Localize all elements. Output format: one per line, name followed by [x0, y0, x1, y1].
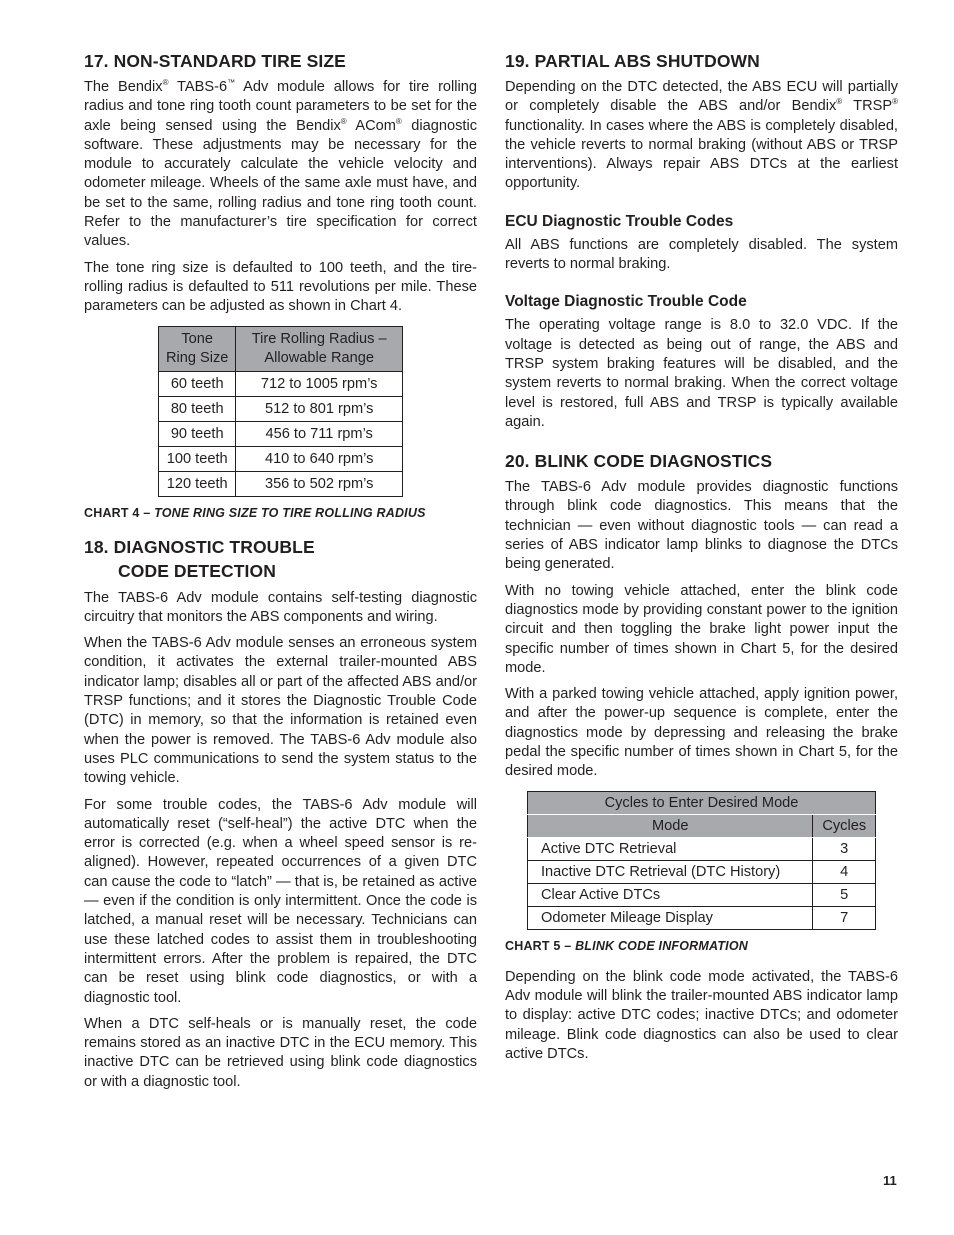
chart-5-caption: [505, 938, 898, 954]
table-row: [528, 883, 876, 906]
section-title-line-2: CODE DETECTION: [118, 560, 276, 581]
table-row: [159, 471, 403, 496]
ecu-dtc-subheading: ECU Diagnostic Trouble Codes: [505, 212, 734, 230]
s19-paragraph-1: [505, 78, 898, 194]
s20-paragraph-2: With no towing vehicle attached, enter the blink code diagnostics mode by providing constant power to the ignition circuit and then toggling the brake light power input the specific number of times shown in Chart 5, for the desired mode.: [505, 582, 898, 676]
section-number: 19.: [505, 51, 530, 71]
section-number: 17.: [84, 51, 109, 71]
voltage-dtc-subheading: Voltage Diagnostic Trouble Code: [505, 293, 747, 311]
cell-cycles: 3: [813, 837, 876, 860]
text-run: diagnostic software. These adjustments may be necessary for the module to accurately calculate the vehicle velocity and odometer mileage. Wheels of the same axle must have, and be set to the same, rolling radius and tone ring tooth count. Refer to the manufacturer’s tire specification for correct values.: [84, 117, 478, 250]
cell: 356 to 502 rpm’s: [236, 471, 403, 496]
chart-5-table: [527, 791, 876, 930]
text-run: ACom: [346, 117, 396, 134]
cell-mode: Odometer Mileage Display: [528, 906, 813, 929]
registered-mark: ®: [395, 116, 402, 126]
s18-paragraph-3: For some trouble codes, the TABS-6 Adv module will automatically reset (“self-heal”) the active DTC when the error is corrected (e.g. when a wheel speed sensor is re-aligned). However, repeated occurrences of a given DTC can cause the code to “latch” — that is, be retained as active — even if the condition is only intermittent. Once the code is latched, a manual reset will be necessary. Technicians can use these latched codes to assist them in troubleshooting intermittent errors. After the problem is repaired, the DTC can be reset using blink code diagnostics, or with a diagnostic tool.: [84, 796, 477, 1006]
ecu-dtc-paragraph: All ABS functions are completely disabled. The system reverts to normal braking.: [505, 236, 898, 273]
section-title: PARTIAL ABS SHUTDOWN: [534, 51, 760, 71]
section-number: 20.: [505, 451, 530, 472]
section-title: BLINK CODE DIAGNOSTICS: [534, 451, 773, 472]
cell-cycles: 5: [813, 883, 876, 906]
chart-4-caption: [84, 505, 477, 521]
section-title-line-1: DIAGNOSTIC TROUBLE: [113, 536, 315, 557]
text-run: functionality. In cases where the ABS is completely disabled, the vehicle reverts to normal braking (without ABS or TRSP interventions). Always repair ABS DTCs at the earliest opportunity.: [505, 117, 898, 192]
section-17-heading: [84, 50, 477, 72]
header-tone-ring-size: Tone Ring Size: [159, 326, 236, 371]
table-row: [528, 837, 876, 860]
cell: 80 teeth: [159, 396, 236, 421]
section-18-heading: [84, 535, 477, 583]
cell: 60 teeth: [159, 371, 236, 396]
registered-mark: ®: [162, 78, 169, 88]
table-title: Cycles to Enter Desired Mode: [528, 791, 876, 814]
cell: 120 teeth: [159, 471, 236, 496]
registered-mark: ®: [340, 116, 347, 126]
table-row: [159, 371, 403, 396]
cell-mode: Clear Active DTCs: [528, 883, 813, 906]
cell: 512 to 801 rpm’s: [236, 396, 403, 421]
chart-4-table: [158, 326, 403, 497]
page-number: 11: [883, 1173, 897, 1188]
cell: 410 to 640 rpm’s: [236, 446, 403, 471]
table-row: [159, 396, 403, 421]
caption-title: TONE RING SIZE TO TIRE ROLLING RADIUS: [154, 505, 426, 520]
s20-paragraph-4: Depending on the blink code mode activated, the TABS-6 Adv module will blink the trailer-mounted ABS indicator lamp to display: active DTC codes; inactive DTCs; and odometer mileage. Blink code diagnostics can also be used to clear active DTCs.: [505, 968, 898, 1062]
text-run: The Bendix: [84, 79, 163, 95]
s18-paragraph-1: The TABS-6 Adv module contains self-testing diagnostic circuitry that monitors the ABS components and wiring.: [84, 589, 477, 625]
cell-cycles: 7: [813, 906, 876, 929]
s18-paragraph-4: When a DTC self-heals or is manually reset, the code remains stored as an inactive DTC in the ECU memory. This inactive DTC can be retrieved using blink code diagnostics or with a diagnostic tool.: [84, 1015, 477, 1090]
s20-paragraph-3: With a parked towing vehicle attached, apply ignition power, and after the power-up sequence is complete, enter the diagnostics mode by depressing and releasing the brake pedal the specific number of times shown in Chart 5, for the desired mode.: [505, 686, 898, 780]
cell: 712 to 1005 rpm’s: [236, 371, 403, 396]
left-column: [84, 50, 477, 1099]
header-rolling-radius: Tire Rolling Radius – Allowable Range: [236, 326, 403, 371]
header-mode: Mode: [528, 814, 813, 837]
text-run: Depending on the DTC detected, the ABS ECU will partially or completely disable the ABS and/or Bendix: [505, 79, 898, 115]
table-row: [528, 906, 876, 929]
voltage-dtc-paragraph: The operating voltage range is 8.0 to 32.0 VDC. If the voltage is detected as being out of range, the ABS and TRSP system braking features will be disabled, and the system reverts to normal braking. When the correct voltage level is restored, full ABS and TRSP is typically available again.: [505, 317, 898, 430]
table-row: [159, 421, 403, 446]
s20-paragraph-1: The TABS-6 Adv module provides diagnostic functions through blink code diagnostics. This means that the technician — even without diagnostic tools — can read a series of ABS indicator lamp blinks to diagnose the DTCs being generated.: [505, 479, 898, 573]
cell: 100 teeth: [159, 446, 236, 471]
caption-label: CHART 4 –: [84, 505, 155, 520]
registered-mark: ®: [892, 97, 898, 107]
table-row: [159, 446, 403, 471]
text-run: Adv module allows for tire rolling radius and tone ring tooth count parameters to be set for the axle being sensed using the Bendix: [84, 79, 477, 134]
right-column: [505, 50, 898, 1071]
caption-title: BLINK CODE INFORMATION: [575, 938, 748, 953]
section-title: NON-STANDARD TIRE SIZE: [113, 51, 346, 71]
cell-mode: Inactive DTC Retrieval (DTC History): [528, 860, 813, 883]
cell: 90 teeth: [159, 421, 236, 446]
trademark-mark: ™: [227, 78, 236, 88]
s17-paragraph-1: [84, 78, 477, 252]
text-run: TRSP: [842, 98, 893, 115]
table-title-row: [528, 791, 876, 814]
s17-paragraph-2: The tone ring size is defaulted to 100 teeth, and the tire-rolling radius is defaulted to 511 revolutions per mile. These parameters can be adjusted as shown in Chart 4.: [84, 259, 477, 315]
cell: 456 to 711 rpm’s: [236, 421, 403, 446]
cell-mode: Active DTC Retrieval: [528, 837, 813, 860]
table-header-row: [528, 814, 876, 837]
section-number: 18.: [84, 536, 109, 557]
table-row: [528, 860, 876, 883]
header-cycles: Cycles: [813, 814, 876, 837]
table-header-row: [159, 326, 403, 371]
caption-label: CHART 5 –: [505, 938, 576, 953]
section-19-heading: [505, 50, 898, 72]
cell-cycles: 4: [813, 860, 876, 883]
text-run: TABS-6: [168, 79, 228, 95]
s18-paragraph-2: When the TABS-6 Adv module senses an erroneous system condition, it activates the external trailer-mounted ABS indicator lamp; disables all or part of the affected ABS and/or TRSP functions; and it stores the Diagnostic Trouble Code (DTC) in memory, so that the information is retained even when the power is removed. The TABS-6 Adv module also uses PLC communications to send the system status to the towing vehicle.: [84, 635, 477, 787]
section-20-heading: [505, 450, 898, 472]
registered-mark: ®: [836, 97, 843, 107]
